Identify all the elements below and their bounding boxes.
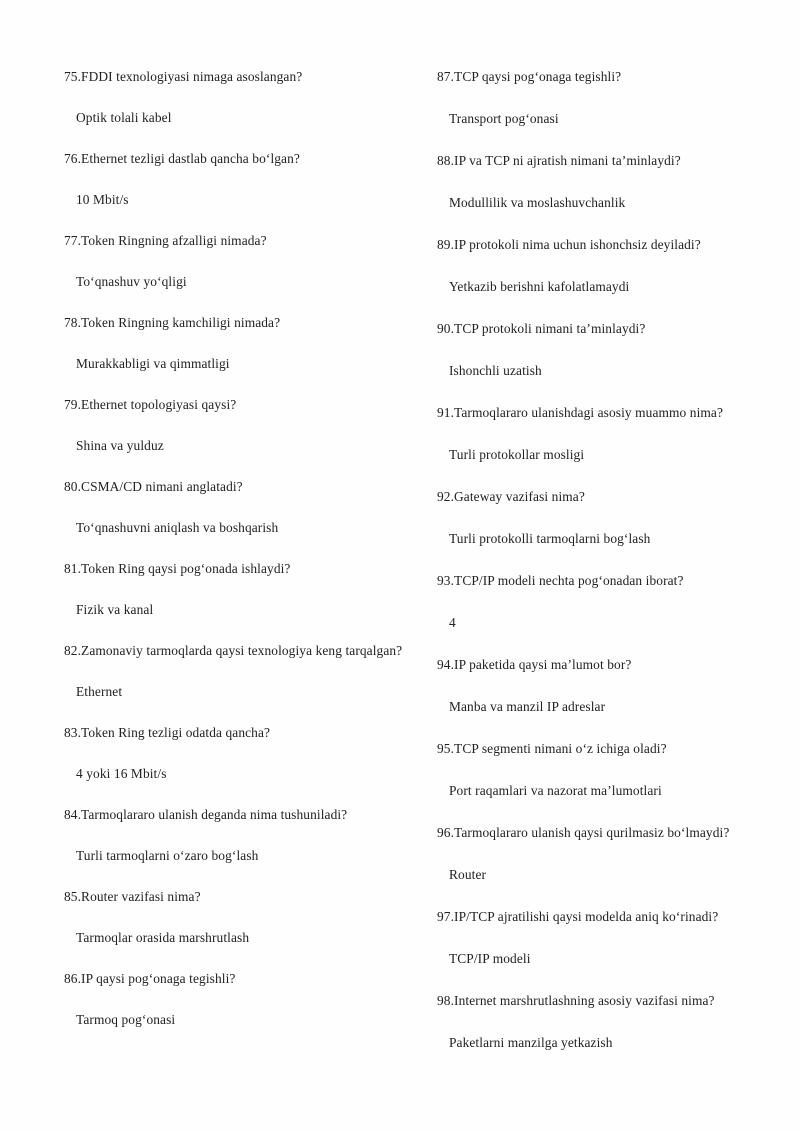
question-text: 86.IP qaysi pog‘onaga tegishli?	[64, 971, 236, 986]
qa-item	[437, 823, 783, 884]
qa-item	[437, 907, 783, 968]
answer-text: Turli tarmoqlarni o‘zaro bog‘lash	[76, 848, 259, 863]
qa-item	[64, 313, 406, 373]
question-text: 75.FDDI texnologiyasi nimaga asoslangan?	[64, 69, 303, 84]
qa-item	[64, 969, 406, 1029]
qa-item	[64, 723, 406, 783]
question-text: 88.IP va TCP ni ajratish nimani ta’minlaydi?	[437, 153, 681, 168]
qa-item	[437, 403, 783, 464]
answer-text: Shina va yulduz	[76, 438, 164, 453]
qa-item	[437, 67, 783, 128]
answer-text: Ethernet	[76, 684, 123, 699]
qa-item	[437, 487, 783, 548]
question-text: 84.Tarmoqlararo ulanish deganda nima tushuniladi?	[64, 807, 348, 822]
question-text: 81.Token Ring qaysi pog‘onada ishlaydi?	[64, 561, 291, 576]
answer-text: TCP/IP modeli	[449, 951, 531, 966]
question-text: 89.IP protokoli nima uchun ishonchsiz deyiladi?	[437, 237, 701, 252]
question-text: 95.TCP segmenti nimani o‘z ichiga oladi?	[437, 741, 667, 756]
answer-text: 4	[449, 615, 456, 630]
qa-item	[64, 149, 406, 209]
answer-text: Tarmoqlar orasida marshrutlash	[76, 930, 250, 945]
question-text: 94.IP paketida qaysi ma’lumot bor?	[437, 657, 632, 672]
qa-item	[437, 571, 783, 632]
answer-text: 4 yoki 16 Mbit/s	[76, 766, 167, 781]
answer-text: 10 Mbit/s	[76, 192, 129, 207]
answer-text: Ishonchli uzatish	[449, 363, 542, 378]
question-text: 76.Ethernet tezligi dastlab qancha bo‘lgan?	[64, 151, 300, 166]
question-text: 85.Router vazifasi nima?	[64, 889, 201, 904]
answer-text: To‘qnashuv yo‘qligi	[76, 274, 187, 289]
qa-item	[64, 641, 406, 701]
question-text: 82.Zamonaviy tarmoqlarda qaysi texnologiya keng tarqalgan?	[64, 643, 403, 658]
answer-text: Fizik va kanal	[76, 602, 154, 617]
qa-item	[437, 991, 783, 1052]
qa-item	[64, 887, 406, 947]
answer-text: Port raqamlari va nazorat ma’lumotlari	[449, 783, 662, 798]
qa-item	[437, 739, 783, 800]
question-text: 93.TCP/IP modeli nechta pog‘onadan iborat?	[437, 573, 684, 588]
qa-item	[64, 67, 406, 127]
qa-item	[437, 655, 783, 716]
question-text: 90.TCP protokoli nimani ta’minlaydi?	[437, 321, 646, 336]
question-text: 78.Token Ringning kamchiligi nimada?	[64, 315, 281, 330]
qa-item	[64, 231, 406, 291]
answer-text: Turli protokolli tarmoqlarni bog‘lash	[449, 531, 651, 546]
column-right	[437, 67, 783, 1075]
answer-text: Optik tolali kabel	[76, 110, 172, 125]
question-text: 98.Internet marshrutlashning asosiy vazifasi nima?	[437, 993, 715, 1008]
qa-item	[64, 395, 406, 455]
column-left	[64, 67, 406, 1075]
question-text: 91.Tarmoqlararo ulanishdagi asosiy muammo nima?	[437, 405, 724, 420]
answer-text: Manba va manzil IP adreslar	[449, 699, 606, 714]
answer-text: Router	[449, 867, 487, 882]
qa-item	[64, 477, 406, 537]
answer-text: Transport pog‘onasi	[449, 111, 559, 126]
question-text: 87.TCP qaysi pog‘onaga tegishli?	[437, 69, 622, 84]
question-text: 92.Gateway vazifasi nima?	[437, 489, 585, 504]
question-text: 80.CSMA/CD nimani anglatadi?	[64, 479, 243, 494]
answer-text: Yetkazib berishni kafolatlamaydi	[449, 279, 630, 294]
answer-text: Turli protokollar mosligi	[449, 447, 585, 462]
qa-item	[437, 235, 783, 296]
answer-text: To‘qnashuvni aniqlash va boshqarish	[76, 520, 279, 535]
answer-text: Tarmoq pog‘onasi	[76, 1012, 176, 1027]
question-text: 97.IP/TCP ajratilishi qaysi modelda aniq ko‘rinadi?	[437, 909, 719, 924]
qa-item	[437, 151, 783, 212]
qa-item	[64, 805, 406, 865]
answer-text: Modullilik va moslashuvchanlik	[449, 195, 626, 210]
answer-text: Paketlarni manzilga yetkazish	[449, 1035, 613, 1050]
question-text: 79.Ethernet topologiyasi qaysi?	[64, 397, 237, 412]
question-text: 83.Token Ring tezligi odatda qancha?	[64, 725, 271, 740]
question-text: 77.Token Ringning afzalligi nimada?	[64, 233, 267, 248]
question-text: 96.Tarmoqlararo ulanish qaysi qurilmasiz bo‘lmaydi?	[437, 825, 730, 840]
answer-text: Murakkabligi va qimmatligi	[76, 356, 230, 371]
qa-item	[437, 319, 783, 380]
qa-item	[64, 559, 406, 619]
